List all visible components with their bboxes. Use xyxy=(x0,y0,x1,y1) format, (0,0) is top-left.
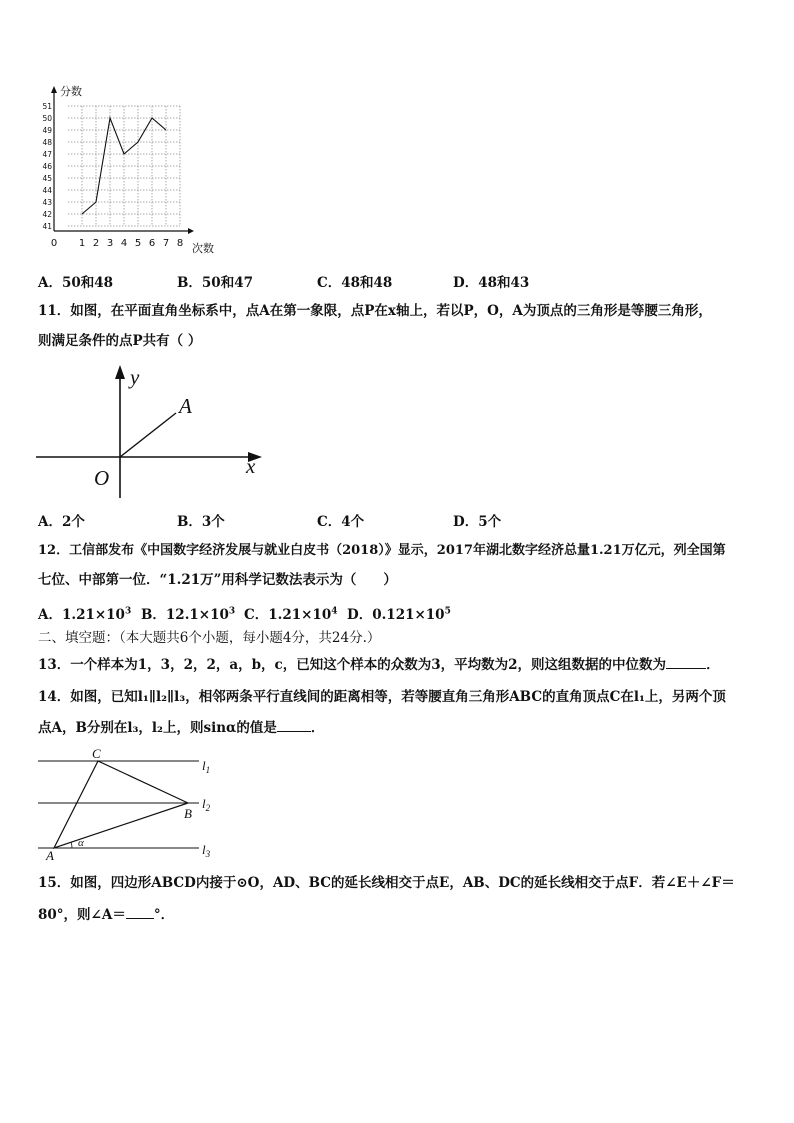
y-tick-label: 44 xyxy=(42,186,52,195)
x-tick-label: 7 xyxy=(162,238,170,249)
y-tick-label: 50 xyxy=(42,114,52,123)
q12-option-a[interactable]: A．$1.21\times 10^3$ xyxy=(38,606,132,623)
q14-text-line2: 点A，B分别在l₃，l₂上，则sinα的值是 ． xyxy=(38,717,324,738)
x-tick-label: 6 xyxy=(148,238,156,249)
l1-label: $l_1$ xyxy=(202,758,211,775)
x-tick-label: 4 xyxy=(120,238,128,249)
q14-text-line1: 14．如图，已知l₁∥l₂∥l₃，相邻两条平行直线间的距离相等，若等腰直角三角形ABC的直角顶点C在l₁上，另两个顶 xyxy=(38,689,726,705)
x-label: x xyxy=(246,454,256,478)
y-tick-label: 47 xyxy=(42,150,52,159)
chart-axes xyxy=(51,86,194,234)
q11-coordinate-figure xyxy=(36,360,276,505)
angle-alpha-label: α xyxy=(78,837,84,849)
q11-option-c[interactable]: C．4个 xyxy=(317,514,365,530)
q11-text-line2: 则满足条件的点P共有（ ） xyxy=(38,333,202,349)
section-heading-fill-in: 二、填空题：（本大题共6个小题，每小题4分，共24分.） xyxy=(38,630,381,646)
q10-option-a[interactable]: A．50和48 xyxy=(38,275,114,291)
vertex-c-label: C xyxy=(92,746,101,761)
x-tick-label: 3 xyxy=(106,238,114,249)
q10-option-c[interactable]: C．48和48 xyxy=(317,275,393,291)
q14-parallel-lines-figure xyxy=(36,746,222,864)
q13-answer-blank[interactable] xyxy=(666,654,706,669)
y-label: y xyxy=(130,365,140,389)
angle-alpha-arc xyxy=(71,842,72,848)
score-line-chart xyxy=(36,80,236,260)
q12-option-b[interactable]: B．$12.1\times 10^3$ xyxy=(141,606,236,623)
y-tick-label: 45 xyxy=(42,174,52,183)
y-axis-arrow xyxy=(51,86,57,93)
q15-answer-blank[interactable] xyxy=(126,904,154,919)
y-tick-label: 41 xyxy=(42,222,52,231)
x-tick-label: 1 xyxy=(78,238,86,249)
q14-answer-blank[interactable] xyxy=(277,717,311,732)
l3-label: $l_3$ xyxy=(202,842,211,859)
y-axis-arrow xyxy=(115,365,125,379)
q12-text-line2: 七位、中部第一位．“1.21万”用科学记数法表示为（ ） xyxy=(38,572,397,588)
l2-label: $l_2$ xyxy=(202,796,211,813)
x-tick-label: 2 xyxy=(92,238,100,249)
triangle-abc xyxy=(54,761,188,848)
origin-label: O xyxy=(94,466,110,490)
x-axis-label: 次数 xyxy=(192,242,214,255)
segment-oa xyxy=(120,413,176,457)
y-tick-label: 42 xyxy=(42,210,52,219)
y-tick-label: 49 xyxy=(42,126,52,135)
vertex-a-label: A xyxy=(46,848,54,863)
q15-text-line2: 80°，则∠A＝ °． xyxy=(38,904,174,925)
y-tick-label: 46 xyxy=(42,162,52,171)
q13-text: 13．一个样本为1，3，2，2，a，b，c，已知这个样本的众数为3，平均数为2，则这组数据的中位数为 ． xyxy=(38,654,720,675)
y-axis-label: 分数 xyxy=(60,85,82,98)
vertex-b-label: B xyxy=(184,806,192,821)
point-a-label: A xyxy=(179,394,192,418)
q11-option-d[interactable]: D．5个 xyxy=(453,514,502,530)
q11-option-a[interactable]: A．2个 xyxy=(38,514,85,530)
q10-option-d[interactable]: D．48和43 xyxy=(453,275,530,291)
x-axis-arrow xyxy=(188,228,194,234)
q12-option-c[interactable]: C．$1.21\times 10^4$ xyxy=(244,606,338,623)
x-tick-label: 8 xyxy=(176,238,184,249)
x-tick-label: 0 xyxy=(50,238,58,249)
y-tick-label: 51 xyxy=(42,102,52,111)
y-tick-label: 48 xyxy=(42,138,52,147)
x-tick-label: 5 xyxy=(134,238,142,249)
q10-option-b[interactable]: B．50和47 xyxy=(177,275,253,291)
q15-text-line1: 15．如图，四边形ABCD内接于⊙O，AD、BC的延长线相交于点E，AB、DC的延长线相交于点F．若∠E＋∠F＝ xyxy=(38,875,735,891)
q12-text-line1: 12．工信部发布《中国数字经济发展与就业白皮书（2018）》显示，2017年湖北数字经济总量1.21万亿元，列全国第 xyxy=(38,543,726,558)
q12-option-d[interactable]: D．$0.121\times 10^5$ xyxy=(347,606,451,623)
y-tick-label: 43 xyxy=(42,198,52,207)
q11-text-line1: 11．如图，在平面直角坐标系中，点A在第一象限，点P在x轴上，若以P，O，A为顶点的三角形是等腰三角形， xyxy=(38,303,712,319)
chart-grid xyxy=(68,106,180,226)
q11-option-b[interactable]: B．3个 xyxy=(177,514,225,530)
